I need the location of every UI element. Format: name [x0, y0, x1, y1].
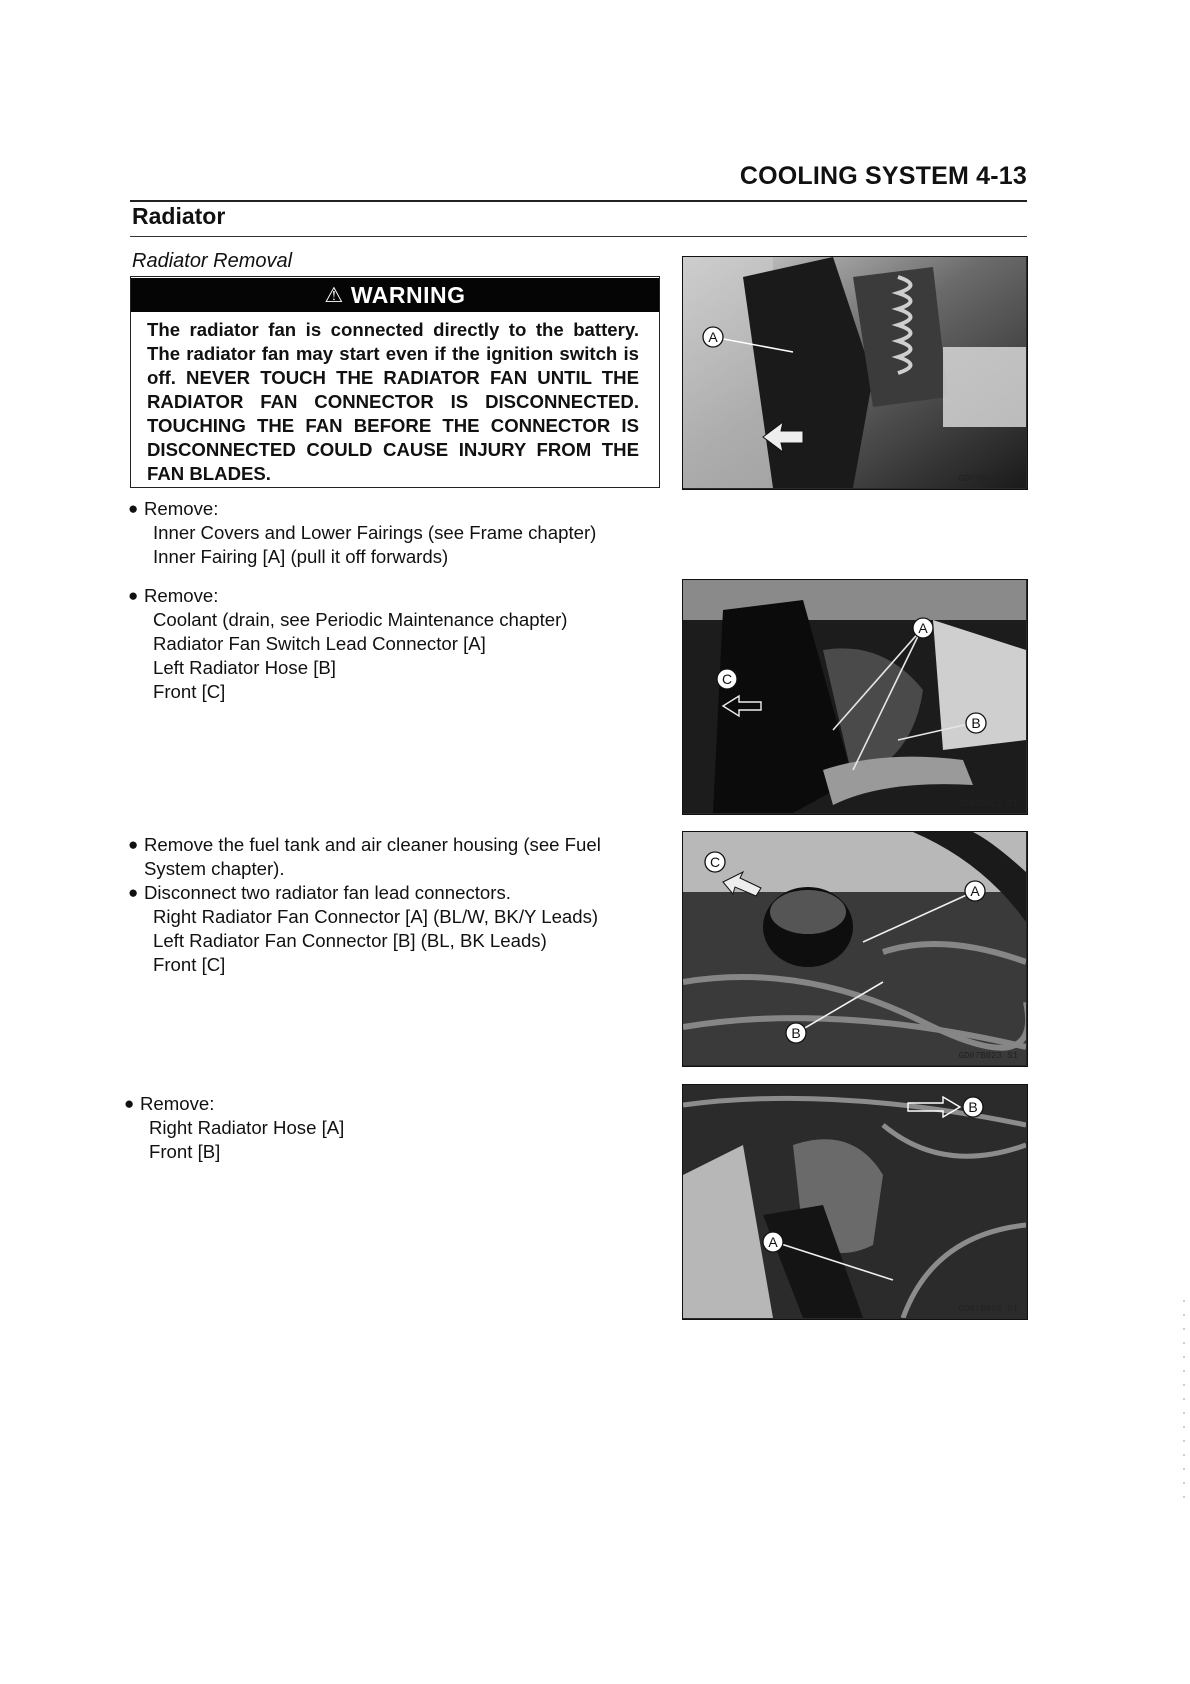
step-item: Coolant (drain, see Periodic Maintenance chapter)	[153, 609, 568, 630]
callout-a: A	[918, 620, 928, 636]
bullet-icon: ●	[128, 499, 139, 518]
warning-header	[131, 278, 659, 312]
callout-a: A	[768, 1234, 778, 1250]
bullet-icon: ●	[124, 1094, 135, 1113]
step-item: Right Radiator Hose [A]	[149, 1117, 345, 1138]
step-main: Remove the fuel tank and air cleaner housing (see Fuel System chapter).	[144, 834, 601, 879]
step-item: Left Radiator Fan Connector [B] (BL, BK Leads)	[153, 930, 547, 951]
callout-c: C	[709, 854, 721, 870]
step-5	[124, 1092, 634, 1164]
step-item: Front [B]	[149, 1141, 221, 1162]
figure-right-hose	[682, 1084, 1028, 1320]
subsection-title: Radiator Removal	[132, 250, 293, 272]
warning-triangle-icon: ⚠	[324, 283, 344, 307]
step-4	[128, 881, 663, 977]
step-main: Disconnect two radiator fan lead connectors.	[144, 882, 511, 903]
callout-a: A	[708, 329, 718, 345]
step-2	[128, 584, 638, 704]
header-rule	[130, 200, 1027, 202]
section-title: Radiator	[132, 203, 226, 229]
bullet-icon: ●	[128, 835, 139, 854]
step-item: Right Radiator Fan Connector [A] (BL/W, BK/Y Leads)	[153, 906, 599, 927]
step-main: Remove:	[144, 498, 219, 519]
step-item: Front [C]	[153, 681, 226, 702]
step-main: Remove:	[144, 585, 219, 606]
step-main: Remove:	[140, 1093, 215, 1114]
bullet-icon: ●	[128, 883, 139, 902]
warning-label: WARNING	[350, 281, 466, 308]
step-item: Inner Fairing [A] (pull it off forwards)	[153, 546, 449, 567]
bullet-icon: ●	[128, 586, 139, 605]
page-header: COOLING SYSTEM 4-13	[739, 162, 1027, 190]
step-item: Front [C]	[153, 954, 226, 975]
callout-c: C	[721, 671, 733, 687]
callout-a: A	[970, 883, 980, 899]
figure-code: GD07B026 S1	[958, 1304, 1018, 1314]
figure-inner-fairing	[682, 256, 1028, 490]
figure-code: GD07B022 S1	[958, 799, 1018, 809]
callout-b: B	[968, 1099, 978, 1115]
callout-b: B	[971, 715, 981, 731]
figure-fan-switch	[682, 579, 1028, 815]
figure-fan-connectors	[682, 831, 1028, 1067]
scan-artifact	[1183, 1300, 1185, 1500]
step-3	[128, 833, 663, 881]
warning-text: The radiator fan is connected directly to the battery. The radiator fan may start even if the ignition switch is off. NEVER TOUCH THE RADIATOR FAN UNTIL THE RADIATOR FAN CONNECTOR IS DISCONNECTED. TOUCHING THE FAN BEFORE THE CONNECTOR IS DISCONNECTED COULD CAUSE INJURY FROM THE FAN BLADES.	[147, 319, 639, 484]
step-1	[128, 497, 638, 569]
figure-code: GD07B024 S1	[958, 474, 1018, 484]
step-item: Inner Covers and Lower Fairings (see Frame chapter)	[153, 522, 597, 543]
step-item: Radiator Fan Switch Lead Connector [A]	[153, 633, 486, 654]
step-item: Left Radiator Hose [B]	[153, 657, 336, 678]
section-rule	[130, 236, 1027, 237]
callout-b: B	[791, 1025, 801, 1041]
figure-code: GD07B023 S1	[958, 1051, 1018, 1061]
